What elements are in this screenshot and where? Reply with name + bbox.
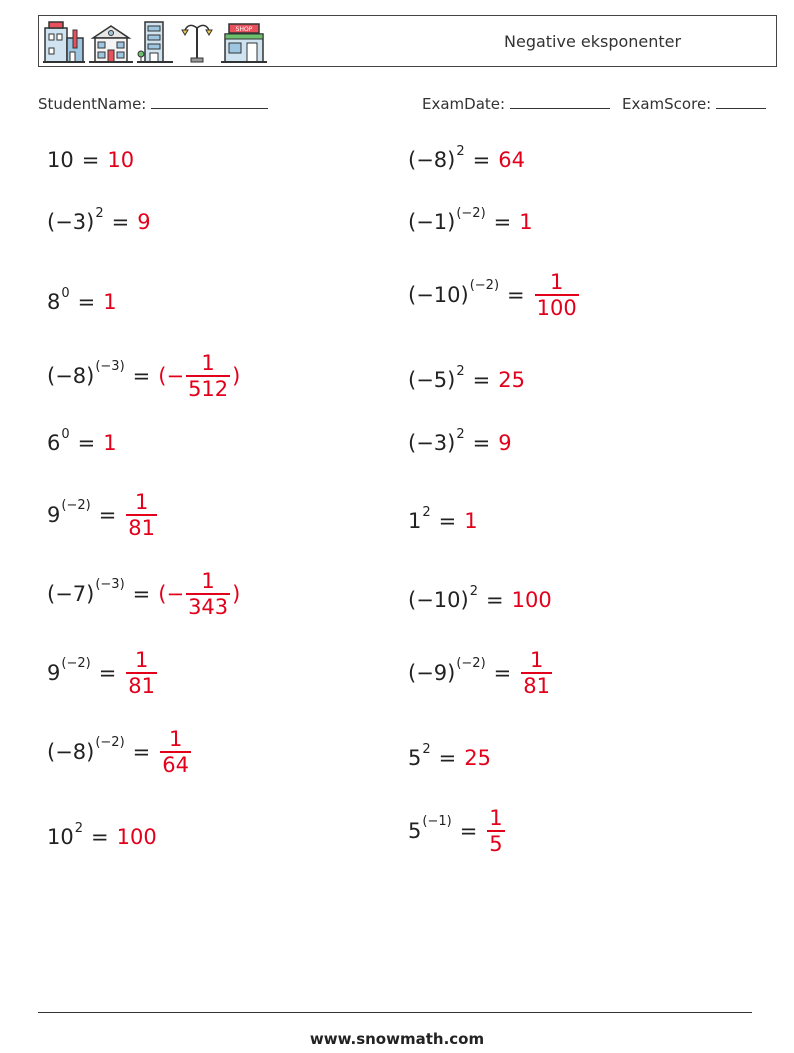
problem-exponent: (−2) [469,278,500,294]
problem-exponent: 2 [456,363,465,379]
exam-date-label: ExamDate: [422,95,506,113]
problem-exponent: 2 [95,205,104,221]
street-lamp-icon [177,20,217,64]
problem-base: (−8) [47,363,95,388]
equals-sign: = [111,210,130,234]
fraction-denominator: 100 [536,295,577,320]
answer-fraction [487,806,504,856]
problem-14 [408,583,552,612]
problem-base: (−5) [408,368,456,392]
worksheet-header [38,15,777,67]
problem-6 [408,270,581,320]
fraction-numerator: 1 [134,648,149,672]
answer-fraction [126,648,157,698]
fraction-denominator: 81 [523,673,550,698]
svg-text:SHOP: SHOP [235,26,253,33]
equals-sign: = [472,431,491,455]
problem-exponent: 2 [74,820,84,836]
equals-sign: = [132,581,151,606]
equals-sign: = [81,148,100,172]
equals-sign: = [507,282,525,307]
student-name-blank[interactable] [151,94,268,109]
fraction-denominator: 81 [128,515,156,540]
fraction-denominator: 81 [128,673,156,698]
problem-base: 8 [47,290,61,314]
fraction-numerator: 1 [201,569,215,593]
answer-fraction [186,351,230,401]
problem-11 [47,490,159,540]
problem-exponent: 2 [422,741,431,757]
problem-base: 5 [408,818,422,843]
answer-fraction [535,270,579,320]
problem-base: 6 [47,431,61,455]
problem-exponent: 2 [422,504,431,520]
exam-score-field[interactable] [622,94,766,113]
answer: 1 [103,431,117,455]
problem-1 [47,148,134,172]
problem-18 [408,741,491,770]
exam-score-label: ExamScore: [622,95,712,113]
equals-sign: = [98,660,117,685]
problem-base: (−10) [408,588,469,612]
problem-base: (−9) [408,660,456,685]
equals-sign: = [77,431,96,455]
fraction-numerator: 1 [529,648,544,672]
answer: 10 [107,148,135,172]
problem-7 [47,351,240,401]
equals-sign: = [485,588,504,612]
problem-8 [408,363,525,392]
problem-base: 10 [47,825,74,849]
answer [158,727,193,777]
answer-fraction [160,727,191,777]
problem-12 [408,504,478,533]
student-name-field[interactable] [38,94,268,113]
problem-base: (−8) [47,739,95,764]
answer: 100 [116,825,157,849]
equals-sign: = [493,660,512,685]
problem-15 [47,648,159,698]
problem-16 [408,648,554,698]
problem-19 [47,820,157,849]
problem-base: 1 [408,509,422,533]
exam-score-blank[interactable] [716,94,766,109]
problem-20 [408,806,507,856]
answer [124,648,159,698]
answer-prefix: (− [158,363,185,388]
answer [485,806,506,856]
answer: 9 [137,210,151,234]
problem-exponent: (−2) [61,498,91,514]
problem-base: 9 [47,660,61,685]
answer-suffix: ) [232,363,241,388]
answer: 9 [498,431,512,455]
answer [158,351,240,401]
exam-date-blank[interactable] [510,94,610,109]
answer: 1 [464,509,478,533]
fraction-numerator: 1 [549,270,564,294]
footer-divider [38,1012,752,1013]
house-icon [89,20,133,64]
problem-base: 9 [47,502,61,527]
problem-exponent: (−1) [422,814,452,830]
fraction-numerator: 1 [489,806,503,830]
equals-sign: = [472,148,491,172]
answer [533,270,581,320]
worksheet-title: Negative eksponenter [504,32,682,51]
problem-base: (−1) [408,210,456,234]
answer-fraction [186,569,230,619]
problem-base: (−10) [408,282,469,307]
answer: 1 [519,210,533,234]
answer-prefix: (− [158,581,185,606]
fraction-denominator: 512 [188,376,229,401]
problem-exponent: (−2) [61,656,91,672]
equals-sign: = [493,210,512,234]
problem-9 [47,426,117,455]
problem-base: (−7) [47,581,95,606]
problem-base: (−3) [408,431,456,455]
problem-5 [47,285,117,314]
answer: 64 [498,148,525,172]
problem-13 [47,569,240,619]
equals-sign: = [472,368,491,392]
equals-sign: = [132,739,151,764]
answer-suffix: ) [232,581,241,606]
problem-exponent: 2 [456,143,465,159]
problem-exponent: 2 [456,426,465,442]
fraction-numerator: 1 [201,351,215,375]
problem-base: 5 [408,746,422,770]
equals-sign: = [438,509,457,533]
footer-url[interactable]: www.snowmath.com [309,1030,485,1048]
buildings-icon [43,20,85,64]
problem-exponent: 2 [469,583,478,599]
answer: 100 [511,588,552,612]
problem-2 [408,143,525,172]
fraction-denominator: 343 [188,594,229,619]
equals-sign: = [459,818,478,843]
answer-fraction [126,490,157,540]
equals-sign: = [132,363,151,388]
answer [124,490,159,540]
fraction-denominator: 5 [489,831,503,856]
equals-sign: = [98,502,117,527]
answer: 1 [103,290,117,314]
shop-icon [221,20,267,64]
equals-sign: = [91,825,109,849]
student-name-label: StudentName: [38,95,147,113]
problem-exponent: 0 [61,426,70,442]
problem-exponent: (−3) [95,359,125,375]
equals-sign: = [438,746,457,770]
problem-exponent: (−2) [95,735,125,751]
problem-exponent: 0 [61,285,70,301]
answer-fraction [521,648,552,698]
answer: 25 [464,746,491,770]
equals-sign: = [77,290,96,314]
exam-date-field[interactable] [422,94,610,113]
problem-exponent: (−2) [456,656,486,672]
problem-exponent: (−2) [456,205,486,221]
fraction-numerator: 1 [168,727,183,751]
header-icons [43,18,267,64]
problem-3 [47,205,151,234]
problem-base: (−3) [47,210,95,234]
fraction-denominator: 64 [162,752,189,777]
answer [519,648,554,698]
problem-exponent: (−3) [95,577,125,593]
problem-17 [47,727,193,777]
fraction-numerator: 1 [134,490,149,514]
problem-base: 10 [47,148,74,172]
problem-10 [408,426,512,455]
problem-base: (−8) [408,148,456,172]
answer: 25 [498,368,525,392]
problem-4 [408,205,533,234]
office-tower-icon [137,20,173,64]
answer [158,569,240,619]
